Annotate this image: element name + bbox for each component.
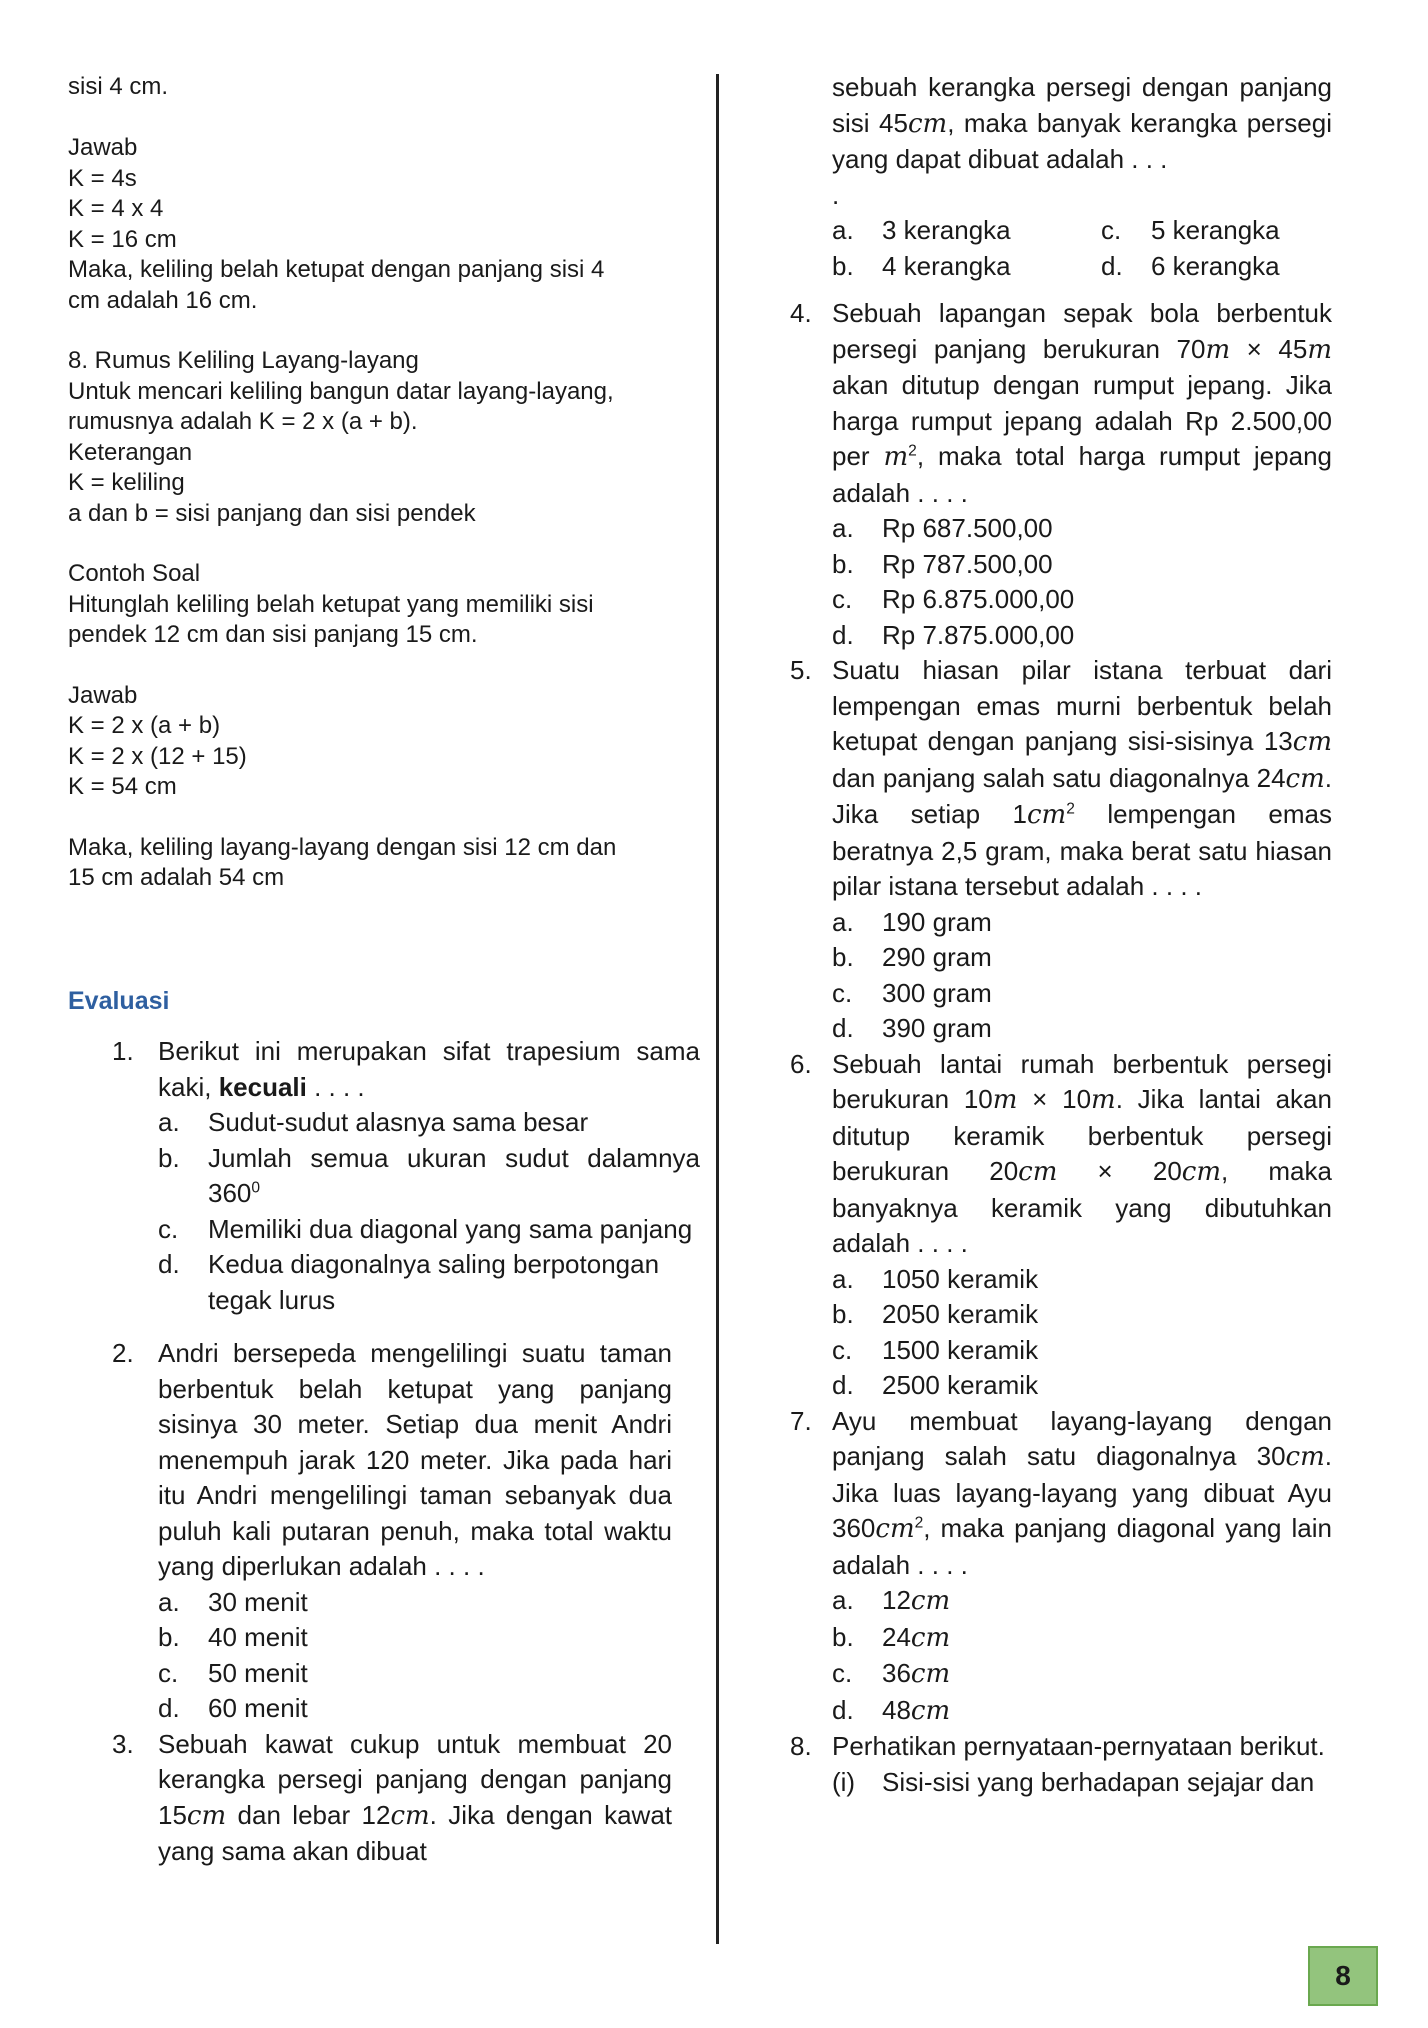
text-line: Maka, keliling layang-layang dengan sisi 12 cm dan [68,833,617,861]
text-line: rumusnya adalah K = 2 x (a + b). [68,408,418,435]
question-text: Perhatikan pernyataan-pernyataan berikut. [832,1731,1325,1761]
question-text: Suatu hiasan pilar istana terbuat dari lempengan emas murni berbentuk belah ketupat dengan panjang sisi-sisinya 13cm dan panjang salah satu diagonalnya 24cm. Jika setiap $1cm^2$ lempengan emas beratnya 2,5 gram, maka berat satu hiasan pilar istana tersebut adalah . . . . [832,655,1332,901]
question-number: 1. [112,1036,134,1066]
statement-list [832,1765,1370,1801]
text-line: pendek 12 cm dan sisi panjang 15 cm. [68,621,478,648]
option-d: d. 390 gram [832,1013,992,1043]
option-d: d. 2500 keramik [832,1370,1039,1400]
option-c: c. 300 gram [832,977,992,1008]
option-a: a. Sudut-sudut alasnya sama besar [158,1107,589,1137]
text-line: K = 4 x 4 [68,195,164,222]
option-c: c. 36cm [832,1658,951,1689]
text-line: Hitunglah keliling belah ketupat yang memiliki sisi [68,590,594,618]
option-c: c. 5 kerangka [1101,215,1280,245]
text-line: K = keliling [68,469,185,496]
page-number: 8 [1308,1946,1378,2006]
question-5 [790,653,1332,1047]
blank-line [68,103,700,134]
option-a: a. 1050 keramik [832,1263,1039,1294]
statement-item: (i) Sisi-sisi yang berhadapan sejajar dan [832,1766,1315,1797]
question-6 [790,1047,1332,1404]
options-list [832,213,1370,284]
question-8 [790,1729,1370,1800]
options-list [832,1262,1332,1404]
option-c: c. 50 menit [158,1657,308,1688]
evaluasi-heading: Evaluasi [68,986,170,1015]
question-text: Sebuah lapangan sepak bola berbentuk persegi panjang berukuran 70m × 45m akan ditutup dengan rumput jepang. Jika harga rumput jepang adalah Rp 2.500,00 per $m^2$, maka total harga rumput jepang adalah . . . . [832,298,1332,508]
option-d: d. 60 menit [158,1693,308,1723]
question-3-continued: sebuah kerangka persegi dengan panjang sisi 45cm, maka banyak kerangka persegi yang dapat dibuat adalah . . . . [832,72,1332,210]
text-line: K = 16 cm [68,225,177,253]
text-line: Jawab [68,134,138,161]
text-line: Untuk mencari keliling bangun datar layang-layang, [68,377,614,405]
text-line: Contoh Soal [68,560,201,587]
section-8-block [68,346,700,529]
option-b: b. Jumlah semua ukuran sudut dalamnya $360^0$ [158,1142,700,1208]
text-line: K = 2 x (a + b) [68,712,221,739]
answer-block [68,681,700,803]
left-column [68,72,700,1870]
option-b: b. Rp 787.500,00 [832,548,1053,579]
option-d: d. 6 kerangka [1101,250,1280,281]
question-text: Sebuah lantai rumah berbentuk persegi berukuran 10m × 10m. Jika lantai akan ditutup keramik berbentuk persegi berukuran 20cm × 20cm, maka banyaknya keramik yang dibutuhkan adalah . . . . [832,1048,1332,1258]
options-list [832,1583,1332,1729]
text-line: a dan b = sisi panjang dan sisi pendek [68,499,476,527]
question-number: 4. [790,298,812,328]
text-line: K = 54 cm [68,773,177,800]
question-1 [112,1034,700,1318]
option-b: b. 2050 keramik [832,1299,1039,1329]
options-list [158,1585,672,1727]
text-line: K = 4s [68,164,137,192]
option-a: a. 190 gram [832,906,992,937]
text-line: K = 2 x (12 + 15) [68,742,247,770]
question-7 [790,1404,1332,1730]
question-3 [112,1727,672,1870]
question-text: Andri bersepeda mengelilingi suatu taman berbentuk belah ketupat yang panjang sisinya 30 meter. Setiap dua menit Andri menempuh jarak 120 meter. Jika pada hari itu Andri mengelilingi taman sebanyak dua puluh kali putaran penuh, maka total waktu yang diperlukan adalah . . . . [158,1338,672,1581]
question-number: 6. [790,1048,812,1079]
option-c: c. Rp 6.875.000,00 [832,584,1075,614]
option-b: b. 4 kerangka [832,250,1011,281]
option-c: c. 1500 keramik [832,1334,1039,1365]
example-block [68,559,700,651]
options-list [158,1105,700,1318]
text-line: Jawab [68,681,138,709]
intro-block [68,72,700,316]
question-4 [790,296,1332,653]
option-a: a. Rp 687.500,00 [832,513,1053,543]
option-b: b. 40 menit [158,1622,308,1652]
question-number: 3. [112,1728,134,1759]
question-number: 7. [790,1405,812,1436]
text-line: Keterangan [68,438,193,466]
option-a: a. 12cm [832,1585,951,1616]
text-line: cm adalah 16 cm. [68,286,258,314]
option-b: b. 24cm [832,1621,951,1653]
column-divider [716,74,719,1944]
conclusion-block [68,833,700,894]
question-text: Ayu membuat layang-layang dengan panjang salah satu diagonalnya 30cm. Jika luas layang-layang yang dibuat Ayu $360cm^2$, maka panjang diagonal yang lain adalah . . . . [832,1405,1332,1580]
option-a: a. 3 kerangka [832,215,1011,245]
question-number: 2. [112,1338,134,1368]
question-2 [112,1336,672,1727]
option-d: d. Rp 7.875.000,00 [832,619,1075,650]
option-d: d. 48cm [832,1694,951,1726]
option-c: c. Memiliki dua diagonal yang sama panjang [158,1213,693,1244]
option-d: d. Kedua diagonalnya saling berpotongan tegak lurus [158,1249,660,1315]
question-number: 8. [790,1731,812,1761]
question-number: 5. [790,655,812,685]
question-text: Sebuah kawat cukup untuk membuat 20 kerangka persegi panjang dengan panjang 15cm dan lebar 12cm. Jika dengan kawat yang sama akan dibuat [158,1728,672,1866]
option-b: b. 290 gram [832,942,992,972]
right-column [790,70,1370,1800]
text-line: sisi 4 cm. [68,73,169,100]
text-line: 15 cm adalah 54 cm [68,864,285,891]
option-a: a. 30 menit [158,1586,308,1617]
section-title: 8. Rumus Keliling Layang-layang [68,347,419,374]
question-text: Berikut ini merupakan sifat trapesium sama kaki, kecuali . . . . [158,1036,700,1102]
options-list [832,905,1332,1047]
options-list [832,511,1332,653]
text-line: Maka, keliling belah ketupat dengan panjang sisi 4 [68,256,605,283]
